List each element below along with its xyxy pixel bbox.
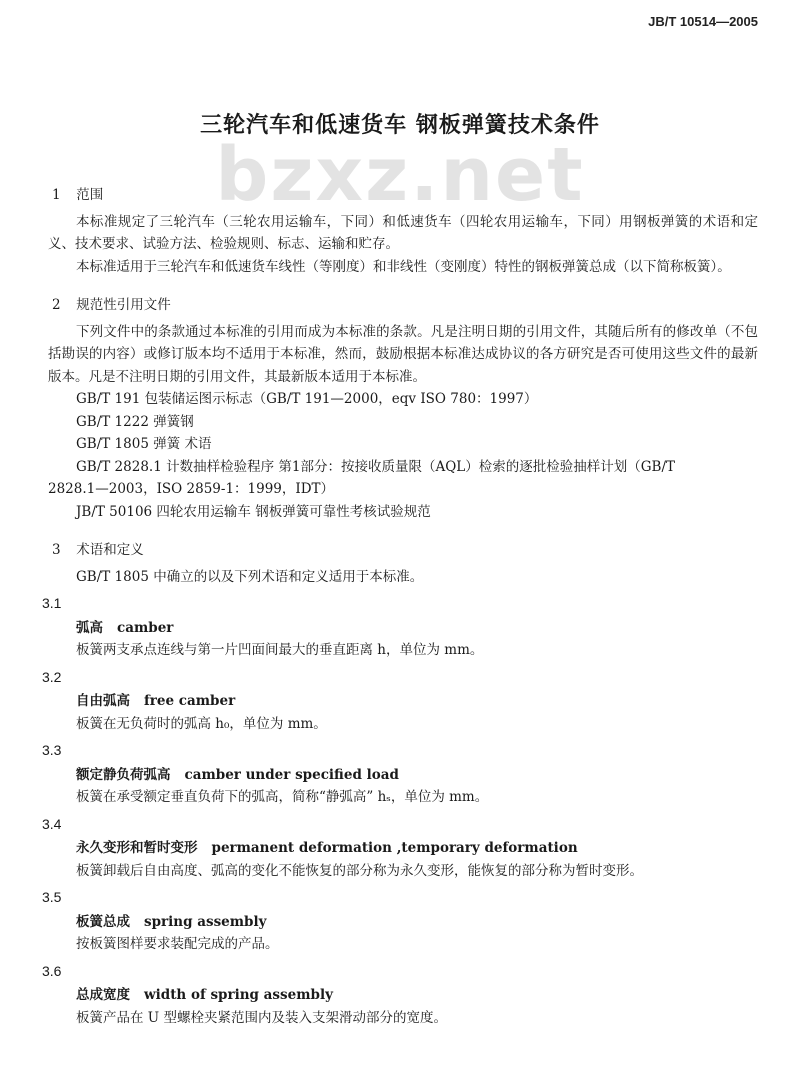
reference-item-continued: 2828.1—2003，ISO 2859-1：1999，IDT） bbox=[48, 481, 335, 497]
paragraph: GB/T 1805 中确立的以及下列术语和定义适用于本标准。 bbox=[76, 568, 424, 585]
document-body bbox=[42, 178, 758, 1031]
section-heading-1 bbox=[48, 184, 758, 207]
section-number: 1 bbox=[52, 187, 61, 203]
term-name bbox=[48, 617, 758, 640]
term-name-cn: 自由弧高 bbox=[76, 693, 130, 709]
term-definition: 板簧卸载后自由高度、弧高的变化不能恢复的部分称为永久变形，能恢复的部分称为暂时变形。 bbox=[76, 862, 643, 879]
term-number: 3.5 bbox=[42, 889, 62, 905]
term-entry bbox=[42, 666, 758, 736]
section-title: 范围 bbox=[76, 187, 104, 203]
term-number: 3.4 bbox=[42, 815, 62, 832]
term-name-cn: 永久变形和暂时变形 bbox=[76, 840, 198, 856]
section-heading-2 bbox=[48, 294, 758, 317]
term-name bbox=[48, 984, 758, 1007]
term-name-cn: 弧高 bbox=[76, 619, 103, 636]
paragraph: 下列文件中的条款通过本标准的引用而成为本标准的条款。凡是注明日期的引用文件，其随后所有的修改单（不包括勘误的内容）或修订版本均不适用于本标准，然而，鼓励根据本标准达成协议的各方研究是否可使用这些文件的最新版本。凡是不注明日期的引用文件，其最新版本适用于本标准。 bbox=[48, 323, 758, 385]
term-name-en: camber under specified load bbox=[184, 766, 399, 783]
term-entry bbox=[42, 813, 758, 883]
term-name-cn: 板簧总成 bbox=[76, 913, 130, 930]
page-title: 三轮汽车和低速货车 钢板弹簧技术条件 bbox=[200, 112, 600, 138]
term-number: 3.3 bbox=[42, 742, 62, 758]
section-title: 术语和定义 bbox=[76, 542, 144, 558]
term-definition: 板簧产品在 U 型螺栓夹紧范围内及装入支架滑动部分的宽度。 bbox=[76, 1009, 447, 1026]
term-name-cn: 额定静负荷弧高 bbox=[76, 766, 171, 783]
term-number: 3.6 bbox=[42, 962, 62, 979]
term-entry bbox=[42, 739, 758, 809]
reference-item: GB/T 191 包装储运图示标志（GB/T 191—2000，eqv ISO 780：1997） bbox=[76, 391, 538, 407]
section-number: 3 bbox=[52, 542, 61, 558]
reference-item: GB/T 1805 弹簧 术语 bbox=[76, 436, 212, 452]
term-name bbox=[48, 911, 758, 934]
term-entry bbox=[42, 886, 758, 956]
section-heading-3 bbox=[48, 539, 758, 562]
term-entry bbox=[42, 960, 758, 1030]
reference-item: GB/T 1222 弹簧钢 bbox=[76, 413, 194, 430]
term-number: 3.2 bbox=[42, 668, 62, 685]
reference-item: JB/T 50106 四轮农用运输车 钢板弹簧可靠性考核试验规范 bbox=[76, 503, 431, 520]
term-entry bbox=[42, 592, 758, 662]
section-number: 2 bbox=[52, 297, 61, 313]
term-name-en: camber bbox=[117, 619, 174, 636]
term-name bbox=[48, 764, 758, 787]
term-definition: 按板簧图样要求装配完成的产品。 bbox=[76, 936, 279, 952]
watermark: bzxz.net bbox=[215, 132, 585, 218]
term-name-cn: 总成宽度 bbox=[76, 987, 130, 1003]
term-name-en: permanent deformation ,temporary deformation bbox=[211, 840, 578, 856]
term-definition: 板簧在无负荷时的弧高 h₀，单位为 mm。 bbox=[76, 715, 327, 732]
term-name-en: width of spring assembly bbox=[144, 987, 333, 1003]
term-name-en: free camber bbox=[144, 693, 236, 709]
term-name-en: spring assembly bbox=[144, 913, 267, 930]
term-definition: 板簧在承受额定垂直负荷下的弧高，简称“静弧高” hₛ，单位为 mm。 bbox=[76, 789, 489, 805]
term-definition: 板簧两支承点连线与第一片凹面间最大的垂直距离 h，单位为 mm。 bbox=[76, 642, 484, 658]
term-name bbox=[48, 690, 758, 713]
paragraph: 本标准适用于三轮汽车和低速货车线性（等刚度）和非线性（变刚度）特性的钢板弹簧总成（以下简称板簧）。 bbox=[76, 258, 731, 275]
term-name bbox=[48, 837, 758, 860]
standard-code: JB/T 10514—2005 bbox=[648, 14, 758, 29]
section-title: 规范性引用文件 bbox=[76, 297, 171, 313]
paragraph: 本标准规定了三轮汽车（三轮农用运输车，下同）和低速货车（四轮农用运输车，下同）用钢板弹簧的术语和定义、技术要求、试验方法、检验规则、标志、运输和贮存。 bbox=[48, 213, 758, 252]
term-number: 3.1 bbox=[42, 595, 62, 611]
reference-item: GB/T 2828.1 计数抽样检验程序 第1部分：按接收质量限（AQL）检索的逐批检验抽样计划（GB/T bbox=[76, 458, 675, 475]
